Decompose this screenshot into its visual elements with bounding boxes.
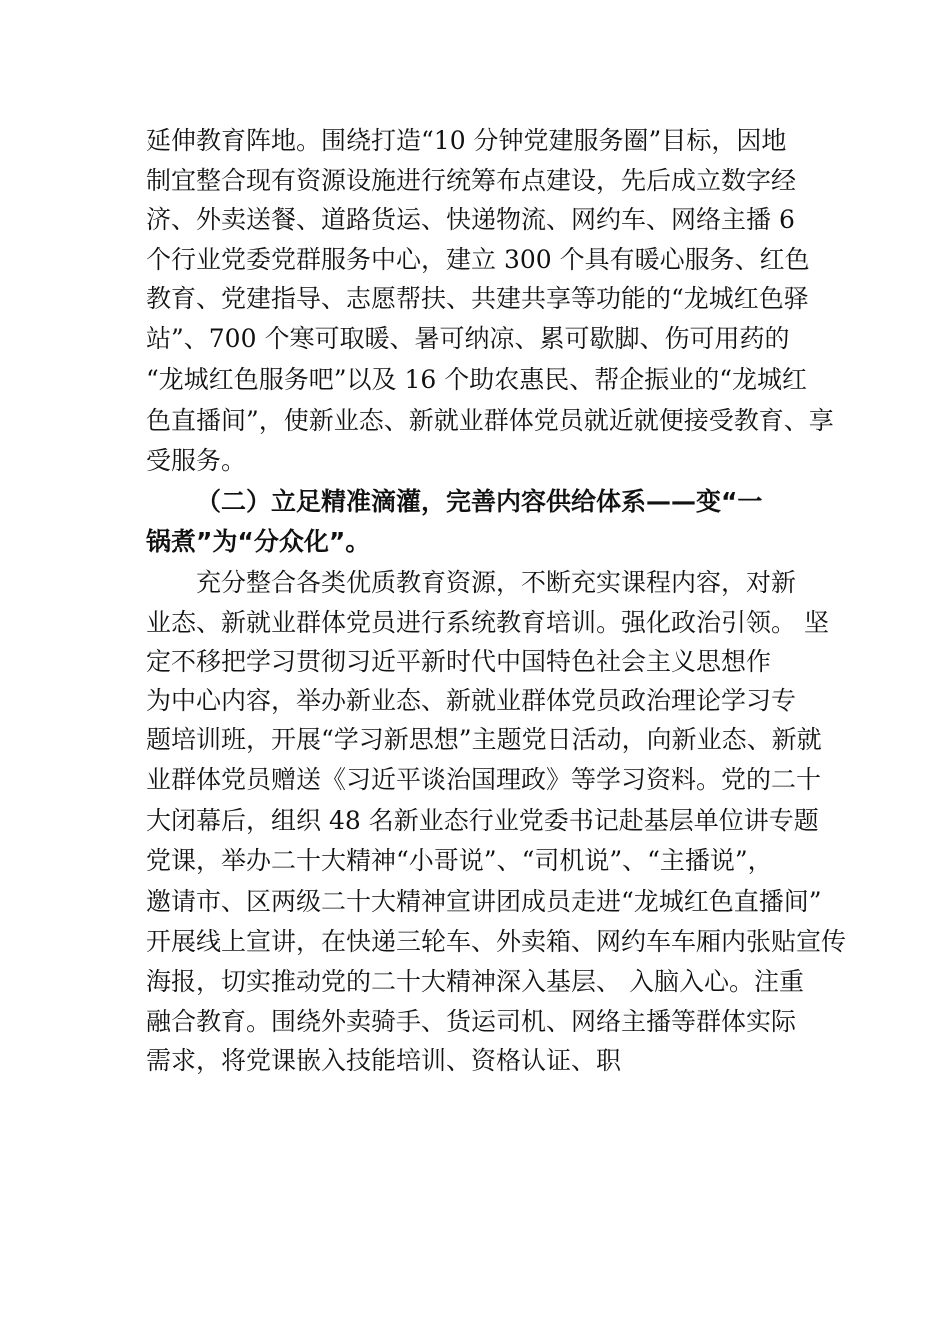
paragraph2-line: 题培训班，开展“学习新思想”主题党日活动，向新业态、新就 (146, 725, 822, 754)
paragraph1-line: 色直播间”，使新业态、新就业群体党员就近就便接受教育、享 (146, 406, 834, 435)
paragraph2-line: 业态、新就业群体党员进行系统教育培训。强化政治引领。 坚 (146, 608, 829, 637)
paragraph2-line: 大闭幕后，组织 48 名新业态行业党委书记赴基层单位讲专题 (146, 806, 819, 835)
paragraph2-line: 定不移把学习贯彻习近平新时代中国特色社会主义思想作 (146, 647, 772, 676)
paragraph2-line: 为中心内容，举办新业态、新就业群体党员政治理论学习专 (146, 686, 797, 715)
paragraph1-line: 受服务。 (146, 446, 247, 475)
paragraph2-line: 海报，切实推动党的二十大精神深入基层、 入脑入心。注重 (146, 967, 804, 996)
paragraph1-line: 济、外卖送餐、道路货运、快递物流、网约车、网络主播 6 (146, 205, 795, 234)
paragraph1-line: “龙城红色服务吧”以及 16 个助农惠民、帮企振业的“龙城红 (146, 365, 808, 394)
paragraph1-line: 教育、党建指导、志愿帮扶、共建共享等功能的“龙城红色驿 (146, 284, 809, 313)
paragraph2-line: 业群体党员赠送《习近平谈治国理政》等学习资料。党的二十 (146, 765, 822, 794)
paragraph2-line: 开展线上宣讲，在快递三轮车、外卖箱、网约车车厢内张贴宣传 (146, 927, 847, 956)
paragraph1-line: 制宜整合现有资源设施进行统筹布点建设，先后成立数字经 (146, 166, 797, 195)
paragraph2-line: 融合教育。围绕外卖骑手、货运司机、网络主播等群体实际 (146, 1007, 797, 1036)
paragraph1-line: 个行业党委党群服务中心，建立 300 个具有暖心服务、红色 (146, 245, 810, 274)
paragraph2-line: 需求，将党课嵌入技能培训、资格认证、职 (146, 1046, 622, 1075)
section-heading-line: （二）立足精准滴灌，完善内容供给体系——变“一 (196, 487, 763, 516)
paragraph2-line: 充分整合各类优质教育资源，不断充实课程内容，对新 (196, 568, 797, 597)
section-heading-line: 锅煮”为“分众化”。 (146, 527, 371, 556)
paragraph1-line: 站”、700 个寒可取暖、暑可纳凉、累可歇脚、伤可用药的 (146, 324, 790, 353)
paragraph1-line: 延伸教育阵地。围绕打造“10 分钟党建服务圈”目标，因地 (146, 126, 787, 155)
paragraph2-line: 邀请市、区两级二十大精神宣讲团成员走进“龙城红色直播间” (146, 887, 822, 916)
paragraph2-line: 党课，举办二十大精神“小哥说”、“司机说”、“主播说”， (146, 846, 773, 875)
